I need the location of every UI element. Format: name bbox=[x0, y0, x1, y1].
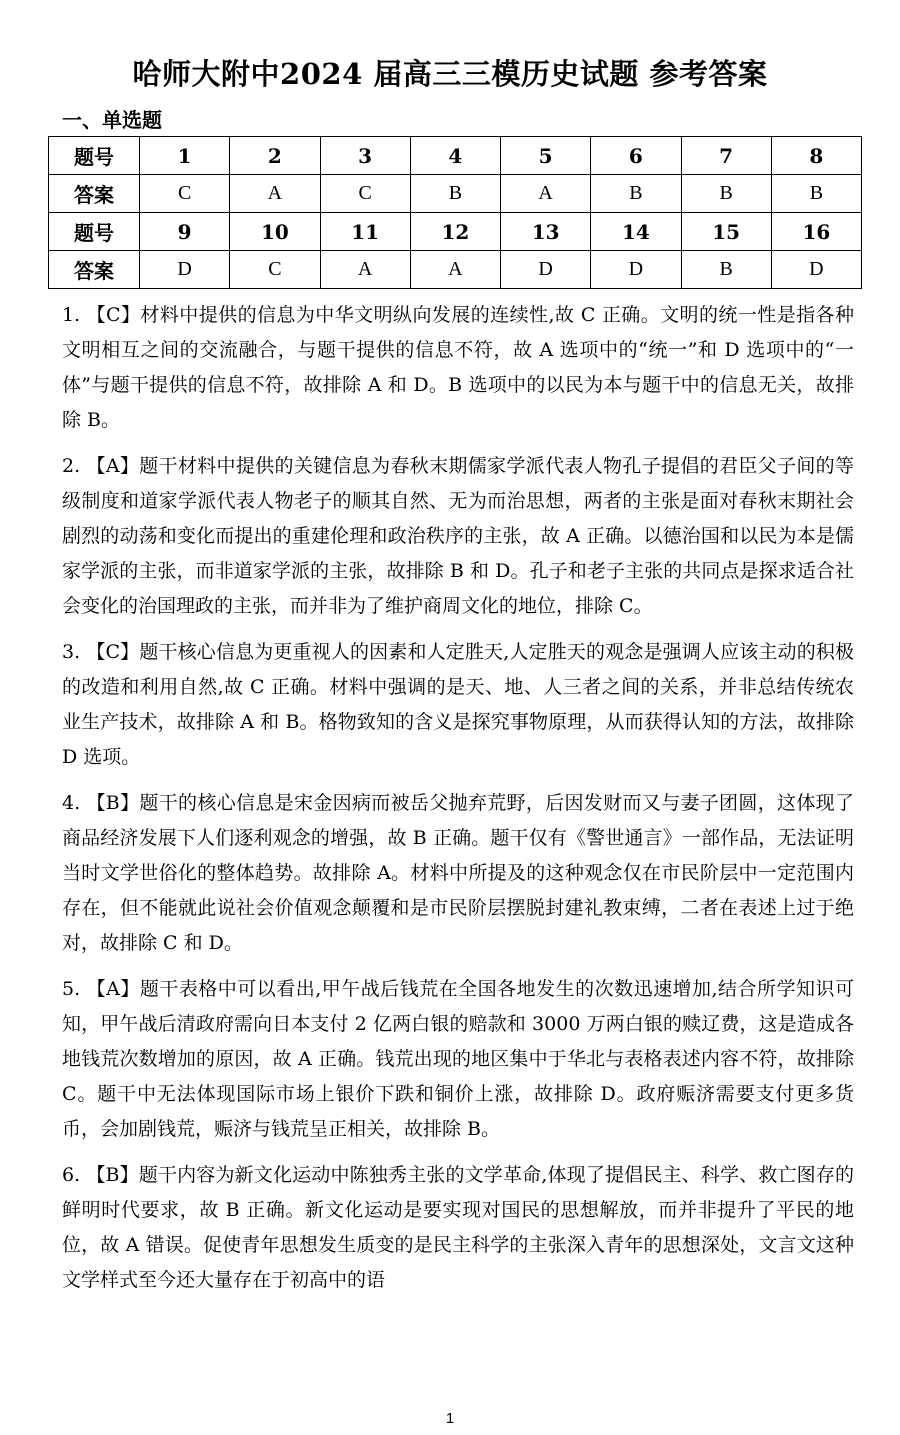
question-number-cell: 3 bbox=[320, 137, 410, 175]
answer-cell: D bbox=[771, 251, 861, 289]
explanation-1: 1. 【C】材料中提供的信息为中华文明纵向发展的连续性,故 C 正确。文明的统一性是指各种文明相互之间的交流融合，与题干提供的信息不符，故 A 选项中的“统一”和 D 选项中的“一体”与题干提供的信息不符，故排除 A 和 D。B 选项中的以民为本与题干中的信息无关，故排除 B。 bbox=[62, 304, 854, 431]
answer-cell: A bbox=[230, 175, 320, 213]
table-row bbox=[49, 251, 862, 289]
answer-cell: B bbox=[771, 175, 861, 213]
answer-cell: B bbox=[681, 251, 771, 289]
question-number-cell: 11 bbox=[320, 213, 410, 251]
table-row bbox=[49, 213, 862, 251]
answer-cell: A bbox=[410, 251, 500, 289]
answer-cell: B bbox=[591, 175, 681, 213]
question-number-cell: 13 bbox=[501, 213, 591, 251]
question-number-cell: 10 bbox=[230, 213, 320, 251]
answer-cell: A bbox=[320, 251, 410, 289]
question-number-cell: 14 bbox=[591, 213, 681, 251]
explanations bbox=[62, 298, 854, 1309]
explanation-6: 6. 【B】题干内容为新文化运动中陈独秀主张的文学革命,体现了提倡民主、科学、救亡图存的鲜明时代要求，故 B 正确。新文化运动是要实现对国民的思想解放，而并非提升了平民的地位，故 A 错误。促使青年思想发生质变的是民主科学的主张深入青年的思想深处，文言文这种文学样式至今还大量存在于初高中的语 bbox=[62, 1164, 854, 1291]
answer-cell: D bbox=[501, 251, 591, 289]
row-label: 答案 bbox=[49, 175, 140, 213]
question-number-cell: 5 bbox=[501, 137, 591, 175]
question-number-cell: 16 bbox=[771, 213, 861, 251]
question-number-cell: 4 bbox=[410, 137, 500, 175]
question-number-cell: 12 bbox=[410, 213, 500, 251]
explanation-5: 5. 【A】题干表格中可以看出,甲午战后钱荒在全国各地发生的次数迅速增加,结合所学知识可知，甲午战后清政府需向日本支付 2 亿两白银的赔款和 3000 万两白银的赎辽费，这是造成各地钱荒次数增加的原因，故 A 正确。钱荒出现的地区集中于华北与表格表述内容不符，故排除 C。题干中无法体现国际市场上银价下跌和铜价上涨，故排除 D。政府赈济需要支付更多货币，会加剧钱荒，赈济与钱荒呈正相关，故排除 B。 bbox=[62, 978, 854, 1140]
explanation-4: 4. 【B】题干的核心信息是宋金因病而被岳父抛弃荒野，后因发财而又与妻子团圆，这体现了商品经济发展下人们逐利观念的增强，故 B 正确。题干仅有《警世通言》一部作品，无法证明当时文学世俗化的整体趋势。故排除 A。材料中所提及的这种观念仅在市民阶层中一定范围内存在，但不能就此说社会价值观念颠覆和是市民阶层摆脱封建礼教束缚，二者在表述上过于绝对，故排除 C 和 D。 bbox=[62, 792, 854, 954]
question-number-cell: 9 bbox=[140, 213, 230, 251]
answer-cell: A bbox=[501, 175, 591, 213]
question-number-cell: 6 bbox=[591, 137, 681, 175]
row-label: 答案 bbox=[49, 251, 140, 289]
answer-cell: D bbox=[140, 251, 230, 289]
section-heading: 一、单选题 bbox=[62, 108, 162, 132]
question-number-cell: 1 bbox=[140, 137, 230, 175]
answer-cell: C bbox=[320, 175, 410, 213]
question-number-cell: 15 bbox=[681, 213, 771, 251]
question-number-cell: 7 bbox=[681, 137, 771, 175]
row-label: 题号 bbox=[49, 137, 140, 175]
answer-table bbox=[48, 136, 862, 289]
row-label: 题号 bbox=[49, 213, 140, 251]
answer-cell: B bbox=[681, 175, 771, 213]
answer-cell: D bbox=[591, 251, 681, 289]
table-row bbox=[49, 175, 862, 213]
table-row bbox=[49, 137, 862, 175]
answer-cell: C bbox=[230, 251, 320, 289]
question-number-cell: 8 bbox=[771, 137, 861, 175]
explanation-3: 3. 【C】题干核心信息为更重视人的因素和人定胜天,人定胜天的观念是强调人应该主动的积极的改造和利用自然,故 C 正确。材料中强调的是天、地、人三者之间的关系，并非总结传统农业生产技术，故排除 A 和 B。格物致知的含义是探究事物原理，从而获得认知的方法，故排除 D 选项。 bbox=[62, 641, 854, 768]
answer-cell: C bbox=[140, 175, 230, 213]
explanation-2: 2. 【A】题干材料中提供的关键信息为春秋末期儒家学派代表人物孔子提倡的君臣父子间的等级制度和道家学派代表人物老子的顺其自然、无为而治思想，两者的主张是面对春秋末期社会剧烈的动荡和变化而提出的重建伦理和政治秩序的主张，故 A 正确。以德治国和以民为本是儒家学派的主张，而非道家学派的主张，故排除 B 和 D。孔子和老子主张的共同点是探求适合社会变化的治国理政的主张，而并非为了维护商周文化的地位，排除 C。 bbox=[62, 455, 854, 617]
page-title: 哈师大附中2024 届高三三模历史试题 参考答案 bbox=[132, 57, 768, 91]
answer-cell: B bbox=[410, 175, 500, 213]
page-number: 1 bbox=[445, 1410, 455, 1427]
question-number-cell: 2 bbox=[230, 137, 320, 175]
